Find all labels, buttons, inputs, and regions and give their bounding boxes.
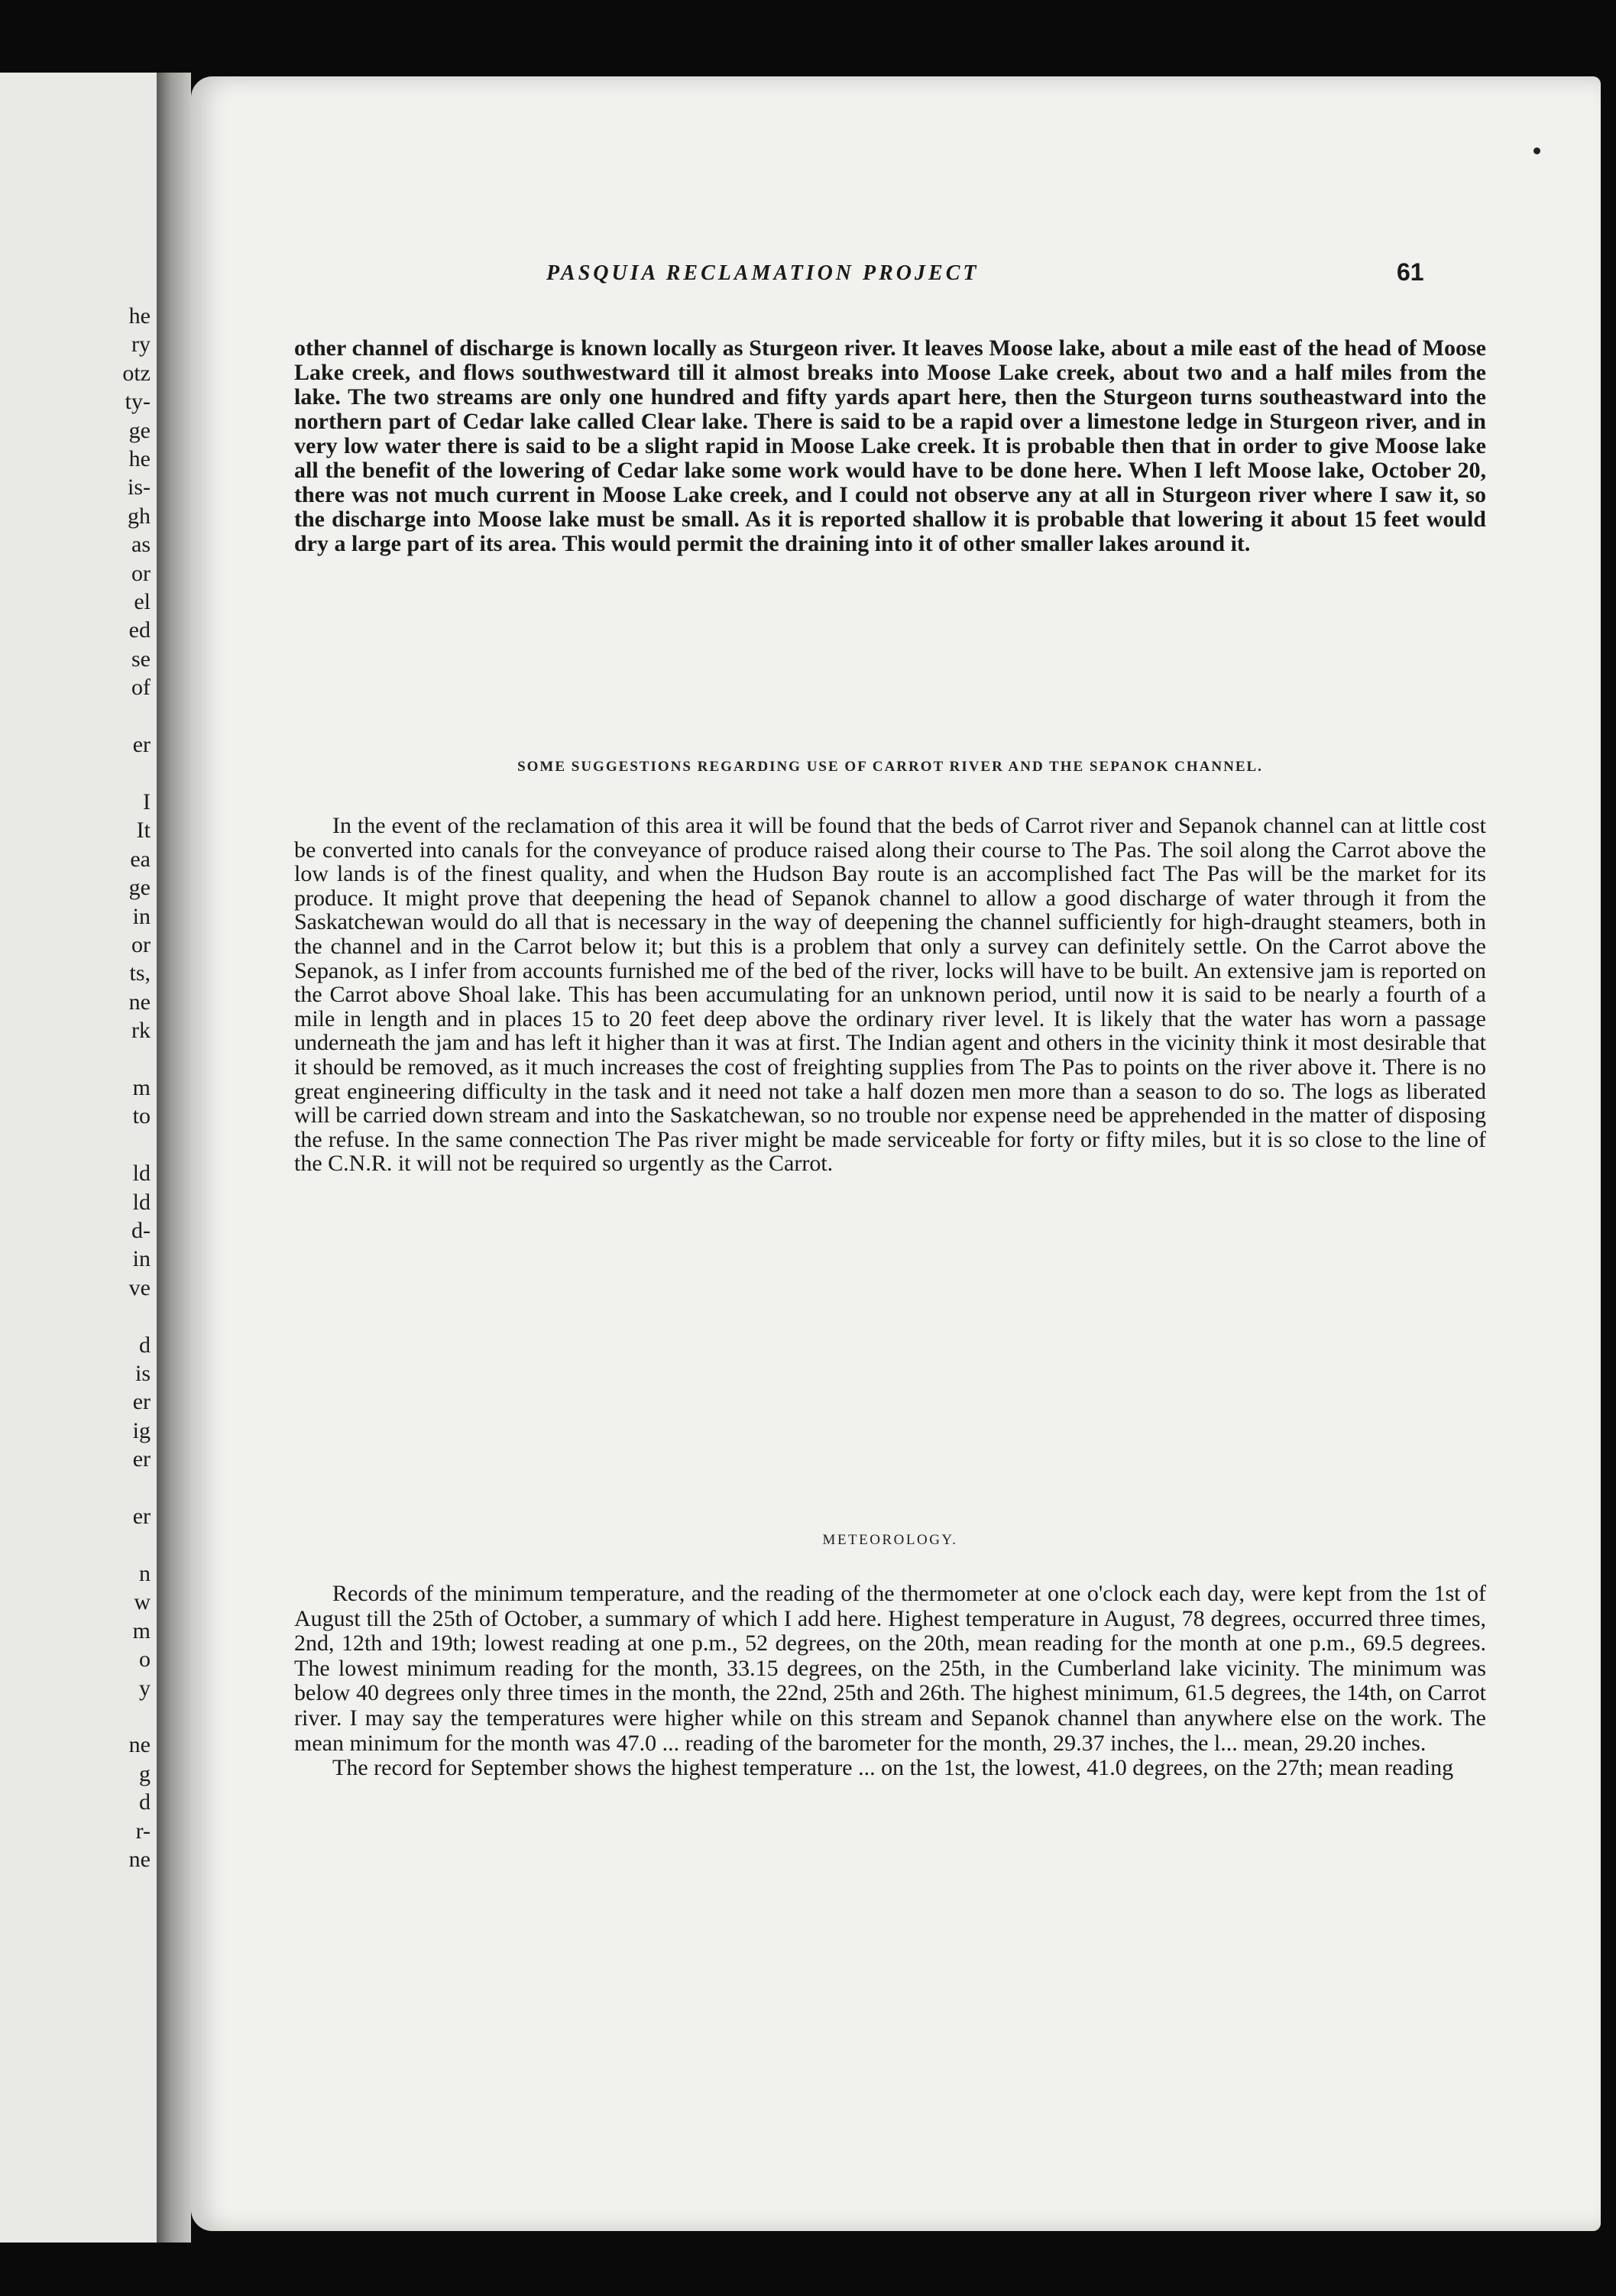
facing-page-fragment: ld [132,1189,151,1215]
facing-page-fragment: ne [128,989,151,1015]
facing-page-fragment: d- [131,1218,151,1243]
book-gutter [157,73,191,2243]
facing-page-fragment [122,1474,151,1502]
facing-page-fragment: ty- [125,389,151,415]
paragraph-meteorology [294,1582,1486,1781]
facing-page-fragment: ig [132,1417,151,1443]
facing-page-fragment: ge [128,875,151,901]
facing-page-fragment: to [132,1103,151,1129]
facing-page-fragment: in [132,1246,151,1272]
section-heading-meteorology: METEOROLOGY. [822,1532,958,1548]
facing-page-fragment: ld [132,1161,151,1187]
facing-page-fragment: of [131,675,151,701]
facing-page-fragment: is [134,1361,151,1387]
facing-page-fragment: el [134,589,151,615]
facing-page-fragment: is- [128,474,151,500]
paragraph-text: The record for September shows the highest temperature ... on the 1st, the lowest, 41.0 degrees, on the 27th; mean reading [332,1755,1454,1781]
facing-page-fragment [122,1131,151,1159]
facing-page-fragment [122,1302,151,1330]
facing-page-fragment: d [139,1332,151,1358]
facing-page-fragment: ts, [129,960,151,986]
running-head: PASQUIA RECLAMATION PROJECT [546,261,980,285]
facing-page-fragment: ne [128,1846,151,1872]
facing-page-fragment: as [131,532,151,558]
facing-page-fragment: ry [131,332,151,358]
facing-page-fragment: gh [128,503,151,529]
facing-page-fragment: m [132,1618,151,1643]
facing-page-fragment: ne [128,1732,151,1758]
paragraph-carrot-river [294,814,1486,1176]
facing-page-fragment: ve [128,1274,151,1300]
facing-page-fragment: ed [128,617,151,643]
facing-page-text [122,302,151,1873]
facing-page-fragment: se [131,646,151,672]
paragraph-text: In the event of the reclamation of this area it will be found that the beds of Carrot river and Sepanok channel can at little cost be converted into canals for the conveyance of produce raised along their course to The Pas. The soil along the Carrot above the low lands is of the finest quality, and when the Hudson Bay route is an accomplished fact The Pas will be the market for its produce. It might prove that deepening the head of Sepanok channel to allow a good discharge of water through it from the Saskatchewan would do all that is necessary in the way of deepening the channel sufficiently for high-draught steamers, both in the channel and in the Carrot below it; but this is a problem that only a survey can definitely settle. On the Carrot above the Sepanok, as I infer from accounts furnished me of the bed of the river, locks will have to be built. An extensive jam is reported on the Carrot above Shoal lake. This has been accumulating for an unknown period, until now it is said to be nearly a fourth of a mile in length and in places 15 to 20 feet deep above the ordinary river level. It is likely that the water has worn a passage underneath the jam and has left it higher than it was at first. The Indian agent and others in the vicinity think it most desirable that it should be removed, as it much increases the cost of freighting supplies from The Pas to points on the river above it. There is no great engineering difficulty in the task and it need not take a half dozen men more than a season to do so. The logs as liberated will be carried down stream and into the Saskatchewan, so no trouble nor expense need be apprehended in the matter of disposing the refuse. In the same connection The Pas river might be made serviceable for forty or fifty miles, but it is so close to the line of the C.N.R. it will not be required so urgently as the Carrot. [294,813,1486,1177]
facing-page-fragment: o [139,1647,151,1673]
facing-page-fragment: g [139,1760,151,1786]
facing-page-fragment: m [132,1074,151,1100]
paragraph-text: other channel of discharge is known locally as Sturgeon river. It leaves Moose lake, about a mile east of the head of Moose Lake creek, and flows southwestward till it almost breaks into Moose Lake creek, about two and a half miles from the lake. The two streams are only one hundred and fifty yards apart here, then the Sturgeon turns southeastward into the northern part of Cedar lake called Clear lake. There is said to be a rapid over a limestone ledge in Sturgeon river, and in very low water there is said to be a slight rapid in Moose Lake creek. It is probable then that in order to give Moose lake all the benefit of the lowering of Cedar lake some work would have to be done here. When I left Moose lake, October 20, there was not much current in Moose Lake creek, and I could not observe any at all in Sturgeon river where I saw it, so the discharge into Moose lake must be small. As it is reported shallow it is probable that lowering it about 15 feet would dry a large part of its area. This would permit the draining into it of other smaller lakes around it. [294,335,1486,556]
facing-page-fragment: er [132,1504,151,1530]
facing-page-fragment: d [139,1789,151,1815]
paragraph-sturgeon-river [294,336,1486,556]
facing-page-fragment [122,1530,151,1559]
facing-page-fragment: It [136,818,151,844]
page [191,76,1601,2231]
facing-page-fragment: or [131,560,151,586]
facing-page-fragment: in [132,903,151,929]
facing-page-fragment: otz [122,360,151,386]
facing-page-fragment: or [131,931,151,957]
facing-page-fragment: he [128,446,151,472]
facing-page-fragment: he [128,303,151,329]
facing-page-fragment: er [132,1446,151,1472]
facing-page-fragment: w [134,1589,151,1615]
facing-page-fragment: ge [128,417,151,443]
page-number: 61 [1397,258,1424,286]
facing-page [0,73,161,2243]
facing-page-fragment [122,702,151,730]
facing-page-fragment: er [132,1389,151,1415]
ink-dot [1533,147,1540,154]
section-heading-carrot: SOME SUGGESTIONS REGARDING USE OF CARROT RIVER AND THE SEPANOK CHANNEL. [517,759,1263,775]
facing-page-fragment: er [132,732,151,758]
facing-page-fragment: y [139,1675,151,1701]
facing-page-fragment [122,1045,151,1074]
facing-page-fragment [122,1702,151,1731]
facing-page-fragment: I [143,789,151,814]
paragraph-text: Records of the minimum temperature, and the reading of the thermometer at one o'clock each day, were kept from the 1st of August till the 25th of October, a summary of which I add here. Highest temperature in August, 78 degrees, occurred three times, 2nd, 12th and 19th; lowest reading at one p.m., 52 degrees, on the 20th, mean reading for the month at one p.m., 69.5 degrees. The lowest minimum reading for the month, 33.15 degrees, on the 25th, in the Cumberland lake vicinity. The minimum was below 40 degrees only three times in the month, the 22nd, 25th and 26th. The highest minimum, 61.5 degrees, the 14th, on Carrot river. I may say the temperatures were higher while on this stream and Sepanok channel than anywhere else on the work. The mean minimum for the month was 47.0 ... reading of the barometer for the month, 29.37 inches, the l... mean, 29.20 inches. [294,1581,1486,1756]
facing-page-fragment: n [139,1560,151,1586]
facing-page-fragment: ea [130,846,151,872]
facing-page-fragment: rk [131,1018,151,1044]
facing-page-fragment: r- [135,1818,151,1844]
facing-page-fragment [122,759,151,788]
